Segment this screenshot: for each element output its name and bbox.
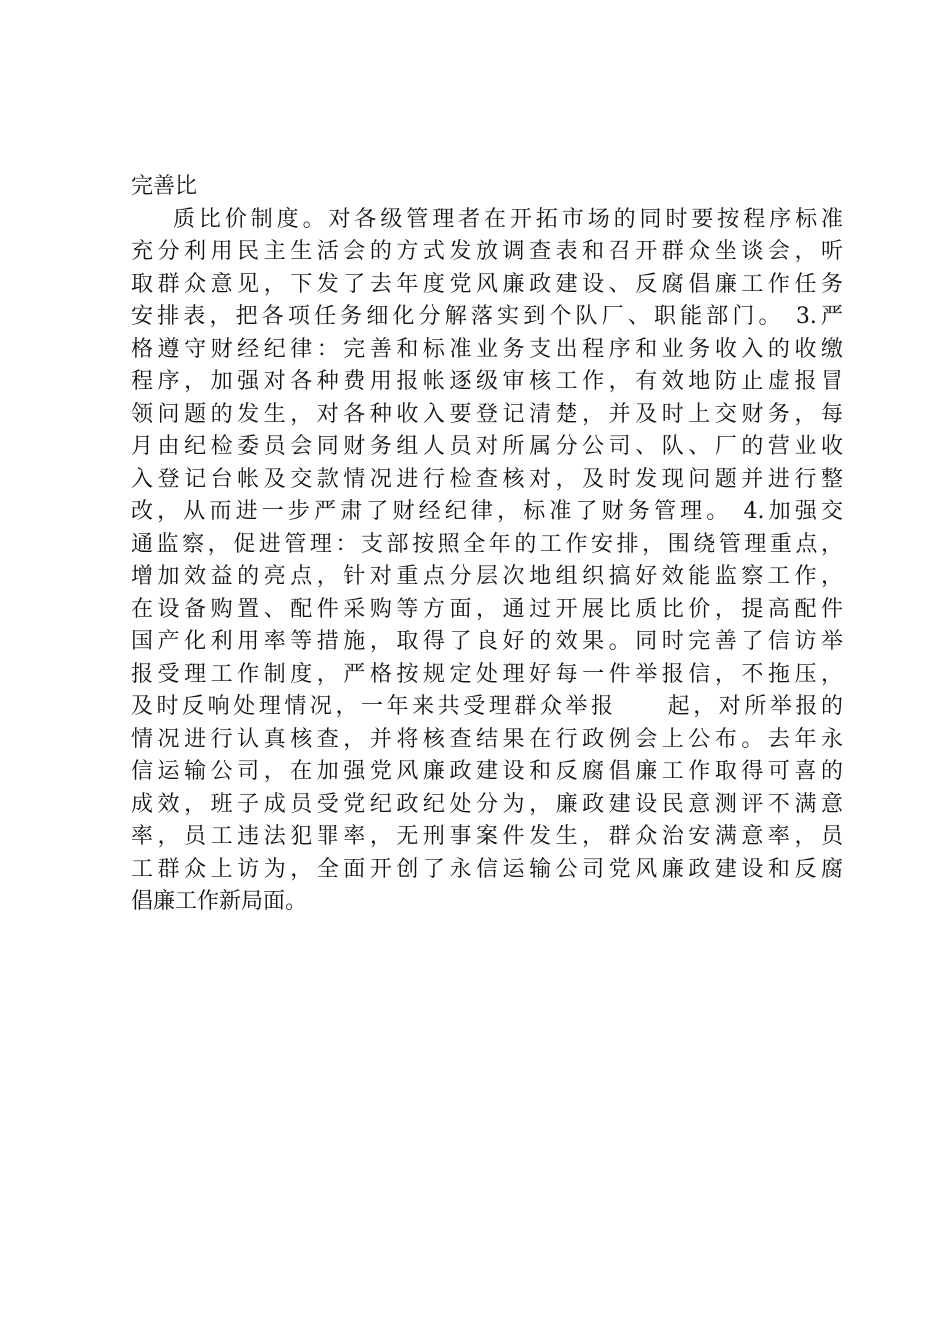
text-line: 及时反响处理情况，一年来共受理群众举报 起，对所举报的 <box>131 694 843 719</box>
text-line: 程序，加强对各种费用报帐逐级审核工作，有效地防止虚报冒 <box>131 369 843 394</box>
text-line: 在设备购置、配件采购等方面，通过开展比质比价，提高配件 <box>131 596 843 622</box>
text-line: 率，员工违法犯罪率，无刑事案件发生，群众治安满意率，员 <box>131 824 843 849</box>
text-line: 充分利用民主生活会的方式发放调查表和召开群众坐谈会，听 <box>131 239 843 264</box>
text-line: 入登记台帐及交款情况进行检查核对，及时发现问题并进行整 <box>131 466 843 492</box>
text-line: 领问题的发生，对各种收入要登记清楚，并及时上交财务，每 <box>131 401 843 427</box>
text-line: 增加效益的亮点，针对重点分层次地组织搞好效能监察工作， <box>131 564 843 589</box>
body-text <box>131 171 843 919</box>
text-line: 改，从而进一步严肃了财经纪律，标准了财务管理。 4.加强交 <box>131 499 843 524</box>
text-line: 安排表，把各项任务细化分解落实到个队厂、职能部门。 3.严 <box>131 304 843 329</box>
text-line: 成效，班子成员受党纪政纪处分为，廉政建设民意测评不满意 <box>131 791 843 817</box>
text-line: 通监察，促进管理：支部按照全年的工作安排，围绕管理重点， <box>131 531 843 557</box>
text-line: 取群众意见，下发了去年度党风廉政建设、反腐倡廉工作任务 <box>131 271 843 297</box>
text-line: 月由纪检委员会同财务组人员对所属分公司、队、厂的营业收 <box>131 434 843 459</box>
text-line: 信运输公司，在加强党风廉政建设和反腐倡廉工作取得可喜的 <box>131 759 843 784</box>
text-line: 工群众上访为，全面开创了永信运输公司党风廉政建设和反腐 <box>131 856 843 882</box>
text-line: 倡廉工作新局面。 <box>131 889 308 914</box>
text-line: 质比价制度。对各级管理者在开拓市场的同时要按程序标准 <box>173 206 843 232</box>
heading-line: 完善比 <box>131 174 198 199</box>
text-line: 格遵守财经纪律：完善和标准业务支出程序和业务收入的收缴 <box>131 336 843 362</box>
text-line: 报受理工作制度，严格按规定处理好每一件举报信，不拖压， <box>131 661 843 687</box>
text-line: 国产化利用率等措施，取得了良好的效果。同时完善了信访举 <box>131 629 843 654</box>
text-line: 情况进行认真核查，并将核查结果在行政例会上公布。去年永 <box>131 726 843 752</box>
